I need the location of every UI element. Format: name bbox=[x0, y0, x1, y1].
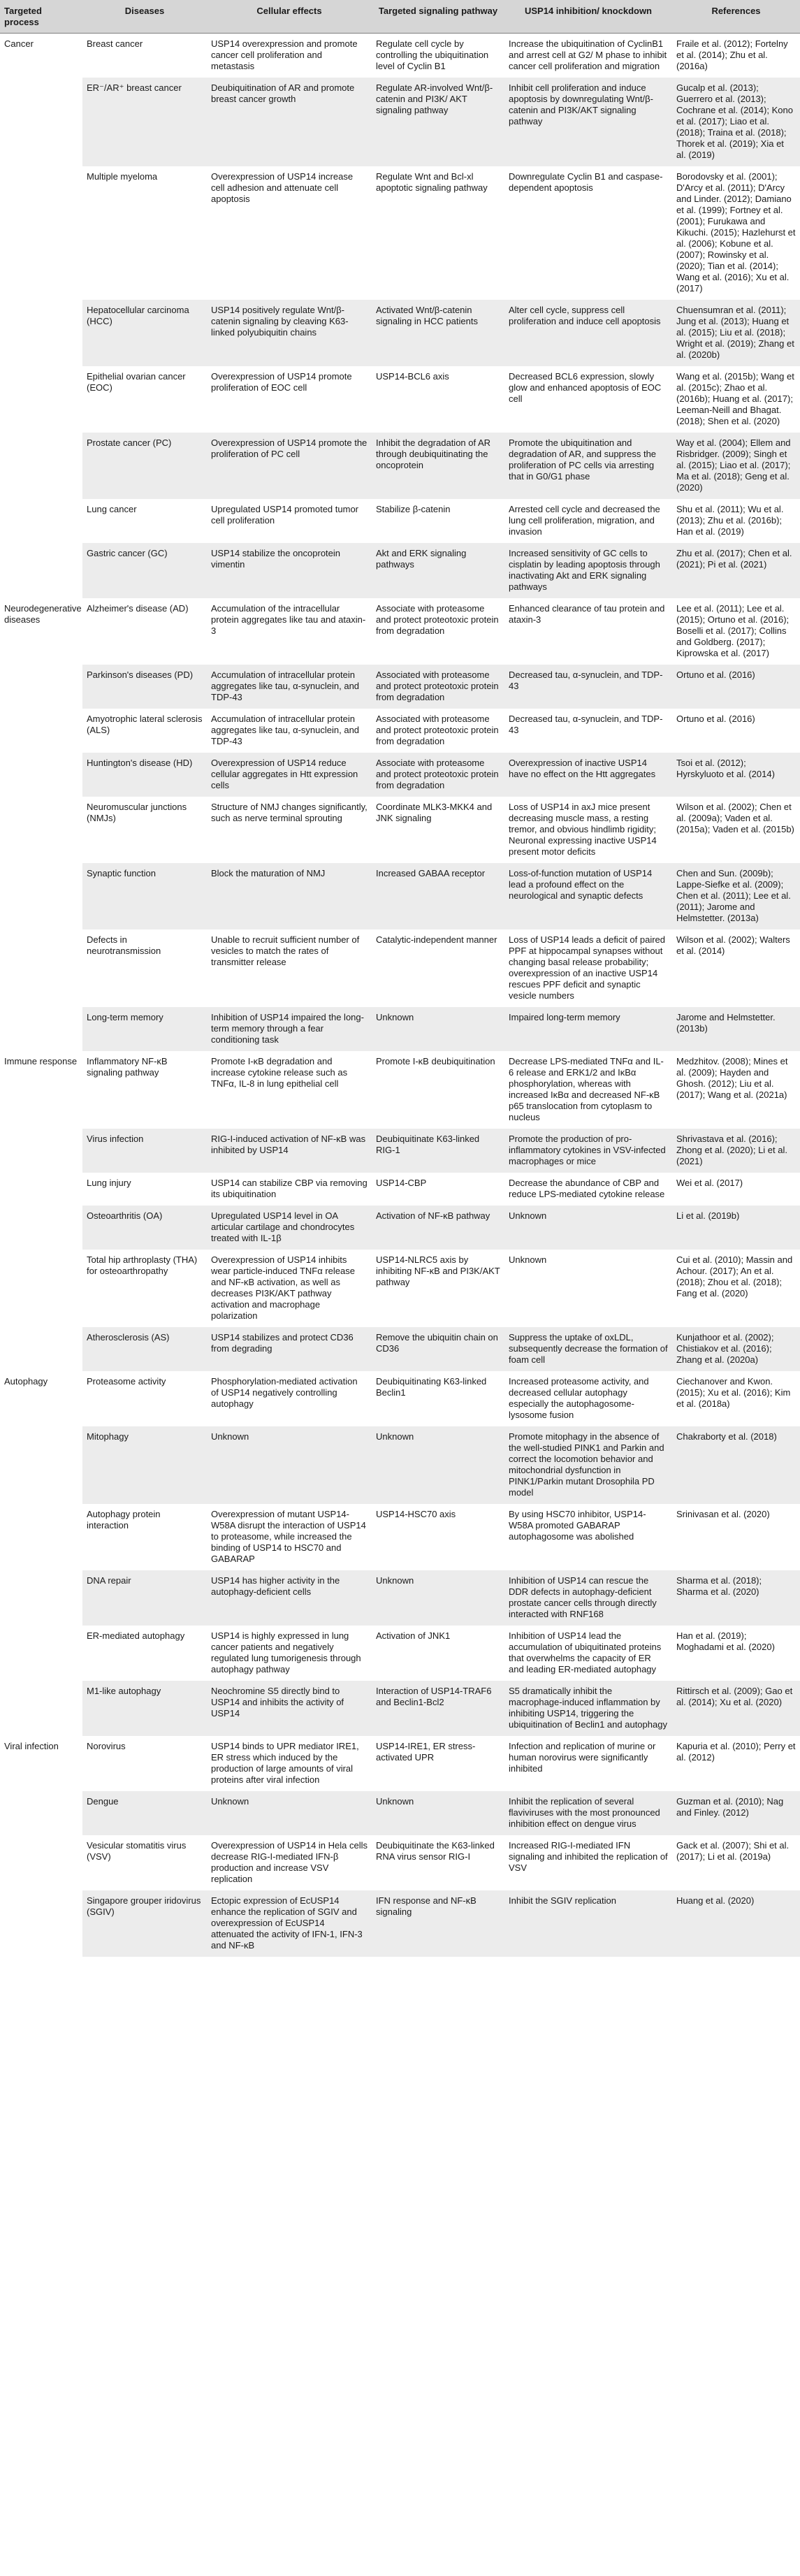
signaling-pathway-cell: Activation of NF-κB pathway bbox=[372, 1206, 504, 1250]
header-diseases: Diseases bbox=[82, 0, 207, 34]
signaling-pathway-cell: Associated with proteasome and protect proteotoxic protein from degradation bbox=[372, 665, 504, 709]
cellular-effects-cell: Overexpression of USP14 promote the proliferation of PC cell bbox=[207, 433, 372, 499]
cellular-effects-cell: Overexpression of USP14 reduce cellular aggregates in Htt expression cells bbox=[207, 753, 372, 797]
disease-cell: Defects in neurotransmission bbox=[87, 934, 161, 956]
disease-cell: Alzheimer's disease (AD) bbox=[87, 603, 189, 614]
signaling-pathway-cell: Associated with proteasome and protect proteotoxic protein from degradation bbox=[376, 714, 499, 746]
usp14-inhibition-cell: Inhibit cell proliferation and induce apoptosis by downregulating Wnt/β-catenin and PI3K/AKT signaling pathway bbox=[504, 78, 672, 166]
table-row bbox=[0, 1890, 800, 1957]
table-row bbox=[0, 34, 800, 78]
header-row bbox=[0, 0, 800, 34]
signaling-pathway-cell: USP14-NLRC5 axis by inhibiting NF-κB and PI3K/AKT pathway bbox=[376, 1254, 500, 1287]
cellular-effects-cell: Ectopic expression of EcUSP14 enhance the replication of SGIV and overexpression of EcUSP14 attenuated the activity of IFN-1, IFN-3 and NF-κB bbox=[207, 1890, 372, 1957]
cellular-effects-cell: USP14 positively regulate Wnt/β-catenin signaling by cleaving K63-linked polyubiquitin chains bbox=[207, 300, 372, 366]
table-row bbox=[0, 753, 800, 797]
table-row bbox=[0, 1327, 800, 1371]
usp14-inhibition-cell: Unknown bbox=[509, 1254, 547, 1265]
disease-cell: Multiple myeloma bbox=[87, 171, 158, 182]
table-row bbox=[0, 1371, 800, 1426]
references-cell: Wei et al. (2017) bbox=[676, 1178, 743, 1188]
usp14-inhibition-cell: Inhibition of USP14 lead the accumulation of ubiquitinated proteins that overwhelms the capacity of ER and leading ER-mediated autophagy bbox=[509, 1630, 662, 1674]
signaling-pathway-cell: Akt and ERK signaling pathways bbox=[372, 543, 504, 598]
targeted-process-cell: Immune response bbox=[0, 1051, 82, 1371]
table-row bbox=[0, 1626, 800, 1681]
signaling-pathway-cell: Remove the ubiquitin chain on CD36 bbox=[372, 1327, 504, 1371]
table-row bbox=[0, 665, 800, 709]
disease-cell: Amyotrophic lateral sclerosis (ALS) bbox=[87, 714, 203, 735]
table-row bbox=[0, 1206, 800, 1250]
disease-cell: Mitophagy bbox=[82, 1426, 207, 1504]
usp14-inhibition-cell: Decrease the abundance of CBP and reduce LPS-mediated cytokine release bbox=[509, 1178, 665, 1199]
disease-cell: ER⁻/AR⁺ breast cancer bbox=[82, 78, 207, 166]
targeted-process-cell: Neurodegenerative diseases bbox=[0, 598, 82, 1051]
disease-cell: Vesicular stomatitis virus (VSV) bbox=[87, 1840, 187, 1862]
references-cell: Gack et al. (2007); Shi et al. (2017); Li et al. (2019a) bbox=[676, 1840, 790, 1862]
cellular-effects-cell: Unknown bbox=[207, 1791, 372, 1835]
cellular-effects-cell: USP14 can stabilize CBP via removing its ubiquitination bbox=[211, 1178, 368, 1199]
table-row bbox=[0, 1129, 800, 1173]
references-cell: Rittirsch et al. (2009); Gao et al. (2014); Xu et al. (2020) bbox=[672, 1681, 800, 1736]
cellular-effects-cell: Neochromine S5 directly bind to USP14 and inhibits the activity of USP14 bbox=[207, 1681, 372, 1736]
references-cell: Wang et al. (2015b); Wang et al. (2015c); Zhao et al. (2016b); Huang et al. (2017); Leeman-Neill and Bhagat. (2018); Shen et al. (2020) bbox=[676, 371, 794, 426]
disease-cell: Inflammatory NF-κB signaling pathway bbox=[87, 1056, 168, 1078]
signaling-pathway-cell: Unknown bbox=[372, 1426, 504, 1504]
usp14-inhibition-cell: Unknown bbox=[504, 1206, 672, 1250]
disease-cell: Neuromuscular junctions (NMJs) bbox=[87, 802, 187, 823]
header-targeted-process: Targeted process bbox=[0, 0, 82, 34]
disease-cell: Lung injury bbox=[87, 1178, 131, 1188]
signaling-pathway-cell: Unknown bbox=[372, 1570, 504, 1626]
disease-cell: Gastric cancer (GC) bbox=[82, 543, 207, 598]
table-row bbox=[0, 78, 800, 166]
signaling-pathway-cell: Inhibit the degradation of AR through deubiquitinating the oncoprotein bbox=[372, 433, 504, 499]
header-cellular-effects: Cellular effects bbox=[207, 0, 372, 34]
usp14-inhibition-cell: Suppress the uptake of oxLDL, subsequently decrease the formation of foam cell bbox=[504, 1327, 672, 1371]
cellular-effects-cell: Overexpression of USP14 increase cell adhesion and attenuate cell apoptosis bbox=[211, 171, 354, 204]
usp14-inhibition-cell: Alter cell cycle, suppress cell proliferation and induce cell apoptosis bbox=[504, 300, 672, 366]
usp14-inhibition-cell: Decreased tau, α-synuclein, and TDP-43 bbox=[509, 714, 663, 735]
disease-cell: Long-term memory bbox=[82, 1007, 207, 1051]
references-cell: Gucalp et al. (2013); Guerrero et al. (2013); Cochrane et al. (2014); Kono et al. (2017); Liao et al. (2018); Traina et al. (2018); Thorek et al. (2019); Xia et al. (2019) bbox=[672, 78, 800, 166]
table-row bbox=[0, 433, 800, 499]
signaling-pathway-cell: USP14-BCL6 axis bbox=[376, 371, 449, 382]
signaling-pathway-cell: Regulate AR-involved Wnt/β-catenin and PI3K/ AKT signaling pathway bbox=[372, 78, 504, 166]
disease-cell: Synaptic function bbox=[82, 863, 207, 929]
table-row bbox=[0, 929, 800, 1007]
references-cell: Lee et al. (2011); Lee et al. (2015); Ortuno et al. (2016); Boselli et al. (2017); Collins and Goldberg. (2017); Kiprowska et al. (2017) bbox=[676, 603, 790, 658]
signaling-pathway-cell: Coordinate MLK3-MKK4 and JNK signaling bbox=[376, 802, 493, 823]
cellular-effects-cell: USP14 overexpression and promote cancer cell proliferation and metastasis bbox=[211, 38, 358, 71]
signaling-pathway-cell: Promote I-κB deubiquitination bbox=[376, 1056, 495, 1066]
table-row bbox=[0, 166, 800, 300]
cellular-effects-cell: Accumulation of intracellular protein aggregates like tau, α-synuclein, and TDP-43 bbox=[211, 714, 360, 746]
signaling-pathway-cell: Stabilize β-catenin bbox=[376, 504, 451, 514]
disease-cell: Hepatocellular carcinoma (HCC) bbox=[82, 300, 207, 366]
table-row bbox=[0, 1051, 800, 1129]
targeted-process-cell: Autophagy bbox=[0, 1371, 82, 1736]
references-cell: Shu et al. (2011); Wu et al. (2013); Zhu et al. (2016b); Han et al. (2019) bbox=[676, 504, 784, 537]
table-row bbox=[0, 543, 800, 598]
signaling-pathway-cell: Associate with proteasome and protect proteotoxic protein from degradation bbox=[376, 603, 499, 636]
signaling-pathway-cell: Increased GABAA receptor bbox=[372, 863, 504, 929]
usp14-inhibition-cell: Loss of USP14 in axJ mice present decreasing muscle mass, a resting tremor, and obvious hindlimb rigidity; Neuronal expressing inactive USP14 present motor deficits bbox=[509, 802, 657, 857]
usp14-inhibition-cell: Promote mitophagy in the absence of the well-studied PINK1 and Parkin and correct the locomotion behavior and mitochondrial dysfunction in PINK1/Parkin mutant Drosophila PD model bbox=[504, 1426, 672, 1504]
usp14-inhibition-cell: Inhibition of USP14 can rescue the DDR defects in autophagy-deficient prostate cancer cells through directly interacted with RNF168 bbox=[504, 1570, 672, 1626]
disease-cell: Singapore grouper iridovirus (SGIV) bbox=[82, 1890, 207, 1957]
cellular-effects-cell: Accumulation of the intracellular protein aggregates like tau and ataxin-3 bbox=[211, 603, 366, 636]
usp14-inhibition-cell: Promote the ubiquitination and degradation of AR, and suppress the proliferation of PC cells via arresting that in G0/G1 phase bbox=[504, 433, 672, 499]
references-cell: Kunjathoor et al. (2002); Chistiakov et al. (2016); Zhang et al. (2020a) bbox=[672, 1327, 800, 1371]
table-row bbox=[0, 1250, 800, 1327]
cellular-effects-cell: Structure of NMJ changes significantly, such as nerve terminal sprouting bbox=[211, 802, 368, 823]
usp14-inhibition-cell: Loss-of-function mutation of USP14 lead a profound effect on the neurological and synaptic defects bbox=[504, 863, 672, 929]
signaling-pathway-cell: Regulate Wnt and Bcl-xl apoptotic signaling pathway bbox=[376, 171, 488, 193]
references-cell: Guzman et al. (2010); Nag and Finley. (2012) bbox=[672, 1791, 800, 1835]
references-cell: Chuensumran et al. (2011); Jung et al. (2013); Huang et al. (2015); Liu et al. (2018); Wright et al. (2019); Zhang et al. (2020b) bbox=[672, 300, 800, 366]
cellular-effects-cell: Deubiquitination of AR and promote breast cancer growth bbox=[207, 78, 372, 166]
usp14-inhibition-cell: Decreased tau, α-synuclein, and TDP-43 bbox=[504, 665, 672, 709]
table-row bbox=[0, 1426, 800, 1504]
references-cell: Medzhitov. (2008); Mines et al. (2009); Hayden and Ghosh. (2012); Liu et al. (2017); Wang et al. (2021a) bbox=[676, 1056, 788, 1100]
usp14-inhibition-cell: Decrease LPS-mediated TNFα and IL-6 release and ERK1/2 and IκBα phosphorylation, whereas with increased IκBα and decreased NF-κB p65 translocation from cytoplasm to nucleus bbox=[509, 1056, 664, 1122]
usp14-inhibition-cell: Increase the ubiquitination of CyclinB1 and arrest cell at G2/ M phase to inhibit cancer cell proliferation and migration bbox=[509, 38, 667, 71]
references-cell: Ortuno et al. (2016) bbox=[672, 665, 800, 709]
header-signaling-pathway: Targeted signaling pathway bbox=[372, 0, 504, 34]
table-row bbox=[0, 1007, 800, 1051]
cellular-effects-cell: Unknown bbox=[207, 1426, 372, 1504]
usp14-inhibition-cell: Increased proteasome activity, and decreased cellular autophagy especially the autophagosome-lysosome fusion bbox=[509, 1376, 649, 1420]
signaling-pathway-cell: Catalytic-independent manner bbox=[376, 934, 497, 945]
cellular-effects-cell: USP14 stabilize the oncoprotein vimentin bbox=[207, 543, 372, 598]
disease-cell: Autophagy protein interaction bbox=[87, 1509, 161, 1531]
usp14-inhibition-cell: Infection and replication of murine or human norovirus were significantly inhibited bbox=[509, 1741, 656, 1774]
signaling-pathway-cell: Deubiquitinate the K63-linked RNA virus sensor RIG-I bbox=[376, 1840, 495, 1862]
table-row bbox=[0, 1681, 800, 1736]
cellular-effects-cell: Phosphorylation-mediated activation of USP14 negatively controlling autophagy bbox=[211, 1376, 358, 1409]
signaling-pathway-cell: Activation of JNK1 bbox=[376, 1630, 451, 1641]
cellular-effects-cell: Overexpression of mutant USP14-W58A disrupt the interaction of USP14 to proteasome, while increased the binding of USP14 to HSC70 and GABARAP bbox=[211, 1509, 366, 1564]
signaling-pathway-cell: IFN response and NF-κB signaling bbox=[372, 1890, 504, 1957]
cellular-effects-cell: Overexpression of USP14 promote proliferation of EOC cell bbox=[211, 371, 352, 393]
disease-cell: Prostate cancer (PC) bbox=[82, 433, 207, 499]
targeted-process-cell: Cancer bbox=[0, 34, 82, 599]
header-references: References bbox=[672, 0, 800, 34]
table-row bbox=[0, 1173, 800, 1206]
disease-cell: Virus infection bbox=[82, 1129, 207, 1173]
references-cell: Kapuria et al. (2010); Perry et al. (2012) bbox=[676, 1741, 796, 1763]
cellular-effects-cell: Inhibition of USP14 impaired the long-term memory through a fear conditioning task bbox=[207, 1007, 372, 1051]
disease-cell: Parkinson's diseases (PD) bbox=[82, 665, 207, 709]
references-cell: Tsoi et al. (2012); Hyrskyluoto et al. (2014) bbox=[672, 753, 800, 797]
disease-cell: Proteasome activity bbox=[87, 1376, 166, 1387]
table-row bbox=[0, 499, 800, 543]
disease-cell: Dengue bbox=[82, 1791, 207, 1835]
cellular-effects-cell: Upregulated USP14 level in OA articular cartilage and chondrocytes treated with IL-1β bbox=[207, 1206, 372, 1250]
targeted-process-cell: Viral infection bbox=[0, 1736, 82, 1957]
disease-cell: ER-mediated autophagy bbox=[87, 1630, 185, 1641]
signaling-pathway-cell: Deubiquitinate K63-linked RIG-1 bbox=[372, 1129, 504, 1173]
disease-cell: Osteoarthritis (OA) bbox=[82, 1206, 207, 1250]
usp14-inhibition-cell: Promote the production of pro-inflammatory cytokines in VSV-infected macrophages or mice bbox=[504, 1129, 672, 1173]
table-row bbox=[0, 1791, 800, 1835]
signaling-pathway-cell: Deubiquitinating K63-linked Beclin1 bbox=[376, 1376, 487, 1398]
references-cell: Srinivasan et al. (2020) bbox=[676, 1509, 770, 1519]
table-row bbox=[0, 1835, 800, 1890]
cellular-effects-cell: Accumulation of intracellular protein aggregates like tau, α-synuclein, and TDP-43 bbox=[207, 665, 372, 709]
table-header bbox=[0, 0, 800, 34]
disease-cell: Norovirus bbox=[87, 1741, 126, 1751]
disease-cell: Lung cancer bbox=[87, 504, 137, 514]
signaling-pathway-cell: USP14-HSC70 axis bbox=[376, 1509, 456, 1519]
usp14-inhibition-cell: Downregulate Cyclin B1 and caspase-dependent apoptosis bbox=[509, 171, 663, 193]
table-row bbox=[0, 863, 800, 929]
references-cell: Han et al. (2019); Moghadami et al. (2020) bbox=[676, 1630, 775, 1652]
references-cell: Ciechanover and Kwon. (2015); Xu et al. (2016); Kim et al. (2018a) bbox=[676, 1376, 791, 1409]
references-cell: Chakraborty et al. (2018) bbox=[672, 1426, 800, 1504]
usp14-inhibition-cell: Decreased BCL6 expression, slowly glow and enhanced apoptosis of EOC cell bbox=[509, 371, 662, 404]
disease-cell: Atherosclerosis (AS) bbox=[82, 1327, 207, 1371]
table-row bbox=[0, 797, 800, 863]
disease-cell: DNA repair bbox=[82, 1570, 207, 1626]
references-cell: Fraile et al. (2012); Fortelny et al. (2014); Zhu et al. (2016a) bbox=[676, 38, 788, 71]
cellular-effects-cell: USP14 has higher activity in the autophagy-deficient cells bbox=[207, 1570, 372, 1626]
signaling-pathway-cell: Activated Wnt/β-catenin signaling in HCC patients bbox=[372, 300, 504, 366]
usp14-inhibition-cell: Inhibit the SGIV replication bbox=[504, 1890, 672, 1957]
cellular-effects-cell: Promote I-κB degradation and increase cytokine release such as TNFα, IL-8 in lung epithelial cell bbox=[211, 1056, 348, 1089]
cellular-effects-cell: USP14 binds to UPR mediator IRE1, ER stress which induced by the production of large amounts of viral proteins after viral infection bbox=[211, 1741, 359, 1785]
table-body bbox=[0, 34, 800, 1958]
references-cell: Li et al. (2019b) bbox=[672, 1206, 800, 1250]
signaling-pathway-cell: USP14-CBP bbox=[376, 1178, 427, 1188]
usp14-inhibition-cell: Enhanced clearance of tau protein and ataxin-3 bbox=[509, 603, 665, 625]
references-cell: Wilson et al. (2002); Walters et al. (2014) bbox=[676, 934, 790, 956]
disease-cell: Breast cancer bbox=[87, 38, 143, 49]
disease-cell: Total hip arthroplasty (THA) for osteoarthropathy bbox=[87, 1254, 198, 1276]
references-cell: Borodovsky et al. (2001); D'Arcy et al. (2011); D'Arcy and Linder. (2012); Damiano et al. (1999); Fortney et al. (2001); Furukawa and Kikuchi. (2015); Hazlehurst et al. (2006); Kobune et al. (2007); Rowinsky et al. (2020); Tian et al. (2014); Wang et al. (2016); Xu et al. (2017) bbox=[676, 171, 796, 294]
usp14-inhibition-cell: Increased sensitivity of GC cells to cisplatin by leading apoptosis through inactivating Akt and ERK signaling pathways bbox=[504, 543, 672, 598]
references-cell: Way et al. (2004); Ellem and Risbridger. (2009); Singh et al. (2015); Liao et al. (2017); Ma et al. (2018); Geng et al. (2020) bbox=[672, 433, 800, 499]
table-row bbox=[0, 709, 800, 753]
header-usp14-inhibition: USP14 inhibition/ knockdown bbox=[504, 0, 672, 34]
usp14-inhibition-cell: Overexpression of inactive USP14 have no effect on the Htt aggregates bbox=[504, 753, 672, 797]
references-cell: Huang et al. (2020) bbox=[672, 1890, 800, 1957]
references-cell: Zhu et al. (2017); Chen et al. (2021); Pi et al. (2021) bbox=[672, 543, 800, 598]
table-row bbox=[0, 366, 800, 433]
table-row bbox=[0, 1504, 800, 1570]
references-cell: Wilson et al. (2002); Chen et al. (2009a); Vaden et al. (2015a); Vaden et al. (2015b) bbox=[676, 802, 794, 834]
usp14-inhibition-cell: Impaired long-term memory bbox=[504, 1007, 672, 1051]
references-cell: Chen and Sun. (2009b); Lappe-Siefke et al. (2009); Chen et al. (2011); Lee et al. (2011); Jarome and Helmstetter. (2013a) bbox=[672, 863, 800, 929]
usp14-inhibition-cell: Loss of USP14 leads a deficit of paired PPF at hippocampal synapses without changing basal release probability; overexpression of an inactive USP14 rescues PPF deficit and synaptic vesicle numbers bbox=[509, 934, 666, 1001]
disease-cell: M1-like autophagy bbox=[82, 1681, 207, 1736]
disease-cell: Huntington's disease (HD) bbox=[82, 753, 207, 797]
usp14-inhibition-cell: S5 dramatically inhibit the macrophage-induced inflammation by inhibiting USP14, triggering the ubiquitination of Beclin1 and autophagy bbox=[504, 1681, 672, 1736]
disease-cell: Epithelial ovarian cancer (EOC) bbox=[87, 371, 186, 393]
signaling-pathway-cell: Associate with proteasome and protect proteotoxic protein from degradation bbox=[372, 753, 504, 797]
references-cell: Cui et al. (2010); Massin and Achour. (2017); An et al. (2018); Zhou et al. (2018); Fang et al. (2020) bbox=[676, 1254, 793, 1298]
references-cell: Ortuno et al. (2016) bbox=[676, 714, 755, 724]
table-row bbox=[0, 1736, 800, 1791]
cellular-effects-cell: Upregulated USP14 promoted tumor cell proliferation bbox=[211, 504, 359, 526]
signaling-pathway-cell: Unknown bbox=[372, 1007, 504, 1051]
table-row bbox=[0, 300, 800, 366]
references-cell: Sharma et al. (2018); Sharma et al. (2020) bbox=[672, 1570, 800, 1626]
usp14-inhibition-cell: Arrested cell cycle and decreased the lung cell proliferation, migration, and invasion bbox=[509, 504, 660, 537]
cellular-effects-cell: Unable to recruit sufficient number of vesicles to match the rates of transmitter release bbox=[211, 934, 360, 967]
signaling-pathway-cell: Interaction of USP14-TRAF6 and Beclin1-Bcl2 bbox=[372, 1681, 504, 1736]
signaling-pathway-cell: Unknown bbox=[372, 1791, 504, 1835]
cellular-effects-cell: RIG-I-induced activation of NF-κB was inhibited by USP14 bbox=[207, 1129, 372, 1173]
cellular-effects-cell: Overexpression of USP14 inhibits wear particle-induced TNFα release and NF-κB activation, as well as decreases PI3K/AKT pathway activation and macrophage polarization bbox=[211, 1254, 355, 1321]
table-row bbox=[0, 1570, 800, 1626]
table-row bbox=[0, 598, 800, 665]
references-cell: Jarome and Helmstetter. (2013b) bbox=[672, 1007, 800, 1051]
signaling-pathway-cell: Regulate cell cycle by controlling the ubiquitination level of Cyclin B1 bbox=[376, 38, 489, 71]
signaling-pathway-cell: USP14-IRE1, ER stress-activated UPR bbox=[376, 1741, 476, 1763]
usp14-inhibition-cell: Increased RIG-I-mediated IFN signaling and inhibited the replication of VSV bbox=[509, 1840, 668, 1873]
cellular-effects-cell: USP14 stabilizes and protect CD36 from degrading bbox=[207, 1327, 372, 1371]
cellular-effects-cell: USP14 is highly expressed in lung cancer patients and negatively regulated lung tumorigenesis through autophagy pathway bbox=[211, 1630, 361, 1674]
usp14-inhibition-cell: By using HSC70 inhibitor, USP14-W58A promoted GABARAP autophagosome was abolished bbox=[509, 1509, 646, 1542]
usp14-inhibition-cell: Inhibit the replication of several flaviviruses with the most pronounced inhibition effect on dengue virus bbox=[504, 1791, 672, 1835]
cellular-effects-cell: Overexpression of USP14 in Hela cells decrease RIG-I-mediated IFN-β production and increase VSV replication bbox=[211, 1840, 368, 1884]
cellular-effects-cell: Block the maturation of NMJ bbox=[207, 863, 372, 929]
references-cell: Shrivastava et al. (2016); Zhong et al. (2020); Li et al. (2021) bbox=[672, 1129, 800, 1173]
